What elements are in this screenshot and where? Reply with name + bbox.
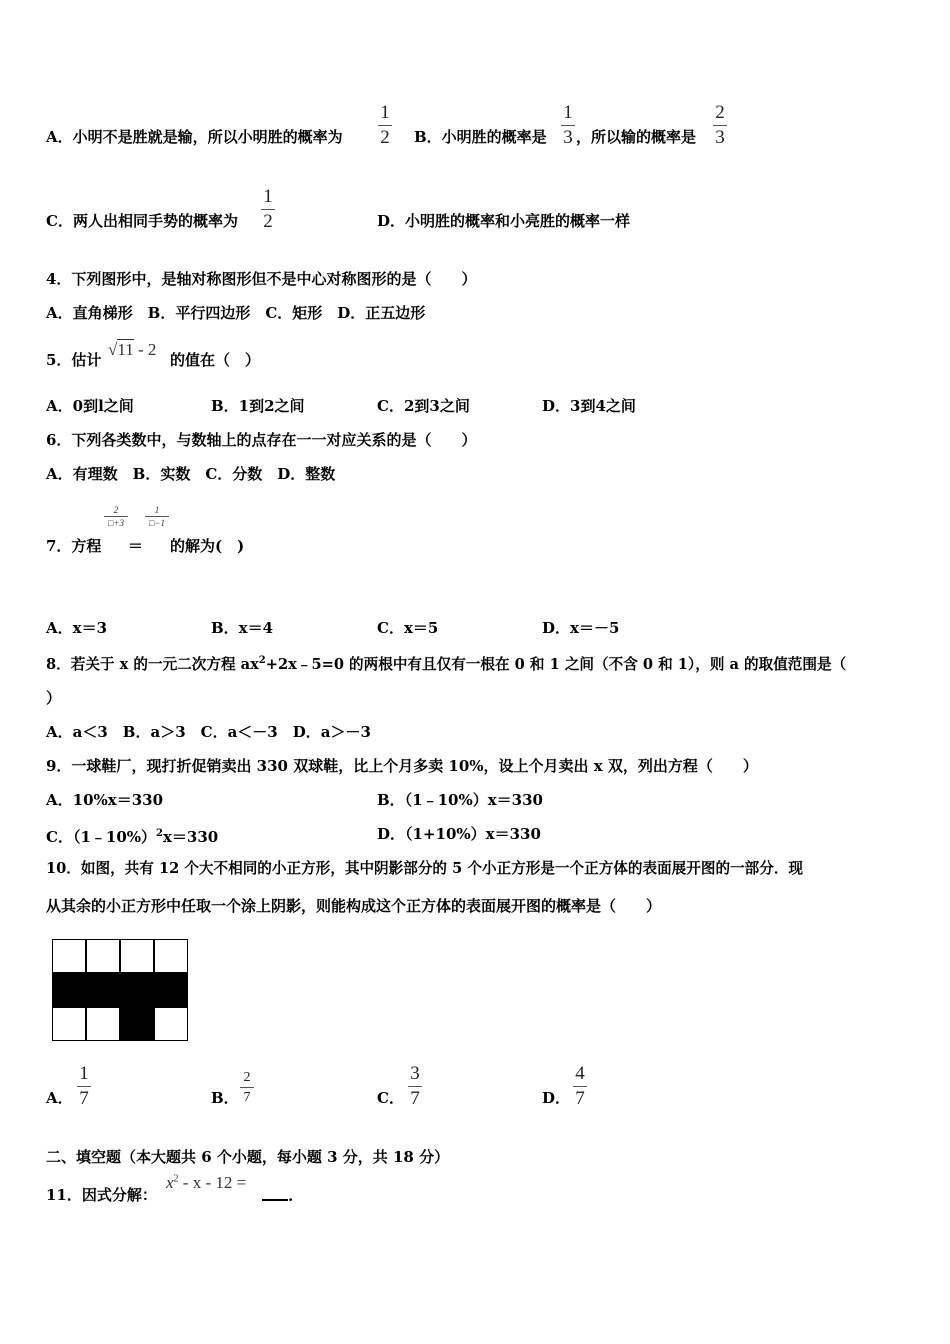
q7-stem-suffix: 的解为( ) bbox=[170, 537, 245, 555]
q8-stem-line1 bbox=[46, 651, 846, 675]
fraction-numerator: 1 bbox=[563, 102, 573, 123]
fraction-numerator: 1 bbox=[380, 102, 390, 123]
q5-radicand: 11 bbox=[117, 340, 134, 359]
q5-stem-prefix: 5．估计 bbox=[46, 351, 102, 369]
q3-option-b-text2: ，所以输的概率是 bbox=[576, 128, 697, 146]
q10-option-b-label: B． bbox=[211, 1089, 239, 1107]
q5-option-b: B．1到2之间 bbox=[211, 397, 305, 415]
q10-option-d-fraction bbox=[572, 1064, 588, 1109]
fraction-denominator: 2 bbox=[380, 127, 390, 148]
fraction-numerator: 2 bbox=[113, 505, 119, 515]
q9-option-c-exponent: 2 bbox=[156, 828, 163, 839]
q8-exponent: 2 bbox=[258, 655, 266, 666]
grid-cell bbox=[120, 939, 154, 973]
q3-option-b-fraction2 bbox=[712, 103, 728, 148]
q11-expression bbox=[166, 1173, 246, 1193]
fraction-denominator: □+3 bbox=[107, 518, 124, 528]
q6-stem: 6．下列各类数中，与数轴上的点存在一一对应关系的是（ ） bbox=[46, 431, 477, 449]
fraction-numerator: 3 bbox=[410, 1063, 420, 1084]
q10-option-c-label: C． bbox=[377, 1089, 404, 1107]
q7-option-d: D．x＝－5 bbox=[542, 619, 620, 637]
q5-stem-suffix: 的值在（ ） bbox=[170, 351, 261, 369]
fraction-bar bbox=[378, 125, 392, 126]
fraction-numerator: 1 bbox=[79, 1063, 89, 1084]
q11-stem-suffix: . bbox=[288, 1187, 294, 1205]
fraction-numerator: 1 bbox=[263, 186, 273, 207]
grid-cell bbox=[154, 1007, 188, 1041]
fraction-denominator: 7 bbox=[79, 1088, 89, 1109]
fraction-denominator: 7 bbox=[243, 1090, 251, 1105]
grid-cell bbox=[86, 939, 120, 973]
q11-stem-prefix: 11．因式分解： bbox=[46, 1186, 157, 1204]
answer-underline[interactable] bbox=[262, 1185, 288, 1201]
fraction-denominator: 2 bbox=[263, 211, 273, 232]
q9-option-d: D．（1+10%）x＝330 bbox=[377, 825, 541, 843]
q5-expression-rest: - 2 bbox=[133, 340, 157, 359]
q11-var-x: x bbox=[166, 1173, 174, 1192]
q7-stem-prefix: 7．方程 bbox=[46, 537, 102, 555]
q5-option-c: C．2到3之间 bbox=[377, 397, 470, 415]
q11-exponent: 2 bbox=[173, 1173, 179, 1185]
fraction-numerator: 4 bbox=[575, 1063, 585, 1084]
sqrt-icon: √ bbox=[108, 340, 118, 359]
q9-option-a: A．10%x＝330 bbox=[46, 791, 164, 809]
q8-stem-line1-a: 8．若关于 x 的一元二次方程 ax bbox=[46, 655, 259, 673]
fraction-denominator: 7 bbox=[575, 1088, 585, 1109]
grid-cell-shaded bbox=[120, 1007, 154, 1041]
q5-expression bbox=[108, 340, 156, 360]
q7-option-c: C．x＝5 bbox=[377, 619, 439, 637]
grid-cell-shaded bbox=[120, 973, 154, 1007]
grid-cell-shaded bbox=[52, 973, 86, 1007]
q10-option-a-fraction bbox=[76, 1064, 92, 1109]
q3-option-c-text: C．两人出相同手势的概率为 bbox=[46, 212, 238, 230]
fraction-denominator: 3 bbox=[715, 127, 725, 148]
q11-expression-rest: - x - 12 = bbox=[178, 1173, 247, 1192]
q8-options: A．a＜3 B．a＞3 C．a＜－3 D．a＞－3 bbox=[46, 723, 371, 741]
q11-answer-blank[interactable] bbox=[262, 1185, 293, 1206]
q10-stem-line2: 从其余的小正方形中任取一个涂上阴影，则能构成这个正方体的表面展开图的概率是（ ） bbox=[46, 897, 662, 915]
fraction-bar bbox=[104, 516, 128, 517]
fraction-denominator: □−1 bbox=[148, 518, 165, 528]
q10-stem-line1: 10．如图，共有 12 个大不相同的小正方形，其中阴影部分的 5 个小正方形是一个正方体的表面展开图的一部分．现 bbox=[46, 860, 804, 877]
q3-option-a-text: A．小明不是胜就是输，所以小明胜的概率为 bbox=[46, 128, 343, 146]
fraction-bar bbox=[408, 1086, 422, 1087]
q10-option-b-fraction bbox=[239, 1070, 255, 1105]
fraction-bar bbox=[240, 1087, 254, 1088]
grid-cell-shaded bbox=[86, 973, 120, 1007]
q3-option-b-text: B．小明胜的概率是 bbox=[414, 128, 547, 146]
fraction-bar bbox=[145, 516, 169, 517]
q10-option-d-label: D． bbox=[542, 1089, 571, 1107]
q8-stem-line1-b: +2x﹣5=0 的两根中有且仅有一根在 0 和 1 之间（不含 0 和 1），则 a 的取值范围是（ bbox=[265, 655, 847, 673]
grid-cell-shaded bbox=[154, 973, 188, 1007]
q7-option-a: A．x＝3 bbox=[46, 619, 108, 637]
q4-stem: 4．下列图形中，是轴对称图形但不是中心对称图形的是（ ） bbox=[46, 270, 477, 288]
q9-option-c-b: x＝330 bbox=[162, 828, 219, 846]
fraction-bar bbox=[561, 125, 575, 126]
q9-option-b: B．（1﹣10%）x＝330 bbox=[377, 791, 543, 809]
q7-option-b: B．x＝4 bbox=[211, 619, 274, 637]
q9-stem: 9．一球鞋厂，现打折促销卖出 330 双球鞋，比上个月多卖 10%，设上个月卖出 x 双，列出方程（ ） bbox=[46, 757, 758, 775]
q4-options: A．直角梯形 B．平行四边形 C．矩形 D．正五边形 bbox=[46, 304, 426, 322]
q3-option-a-fraction bbox=[377, 103, 393, 148]
grid-cell bbox=[154, 939, 188, 973]
q6-options: A．有理数 B．实数 C．分数 D．整数 bbox=[46, 465, 336, 483]
q7-equals-sign: ＝ bbox=[128, 537, 144, 555]
q7-fraction-right bbox=[145, 505, 169, 528]
q3-option-d-text: D．小明胜的概率和小亮胜的概率一样 bbox=[377, 212, 631, 230]
fraction-numerator: 2 bbox=[243, 1070, 251, 1085]
fraction-bar bbox=[573, 1086, 587, 1087]
q10-option-a-label: A． bbox=[46, 1089, 73, 1107]
q5-option-d: D．3到4之间 bbox=[542, 397, 636, 415]
grid-cell bbox=[52, 1007, 86, 1041]
fraction-bar bbox=[713, 125, 727, 126]
q8-stem-line2: ） bbox=[46, 689, 62, 707]
q9-option-c bbox=[46, 824, 218, 847]
grid-cell bbox=[52, 939, 86, 973]
q3-option-c-fraction bbox=[260, 187, 276, 232]
q7-fraction-left bbox=[104, 505, 128, 528]
fraction-numerator: 2 bbox=[715, 102, 725, 123]
q10-option-c-fraction bbox=[407, 1064, 423, 1109]
grid-cell bbox=[86, 1007, 120, 1041]
fraction-denominator: 3 bbox=[563, 127, 573, 148]
fraction-bar bbox=[261, 209, 275, 210]
fraction-bar bbox=[77, 1086, 91, 1087]
fraction-numerator: 1 bbox=[154, 505, 160, 515]
fraction-denominator: 7 bbox=[410, 1088, 420, 1109]
section-2-heading: 二、填空题（本大题共 6 个小题，每小题 3 分，共 18 分） bbox=[46, 1148, 450, 1166]
q9-option-c-a: C．（1﹣10%） bbox=[46, 828, 157, 846]
q3-option-b-fraction bbox=[560, 103, 576, 148]
q5-option-a: A．0到l之间 bbox=[46, 397, 134, 415]
